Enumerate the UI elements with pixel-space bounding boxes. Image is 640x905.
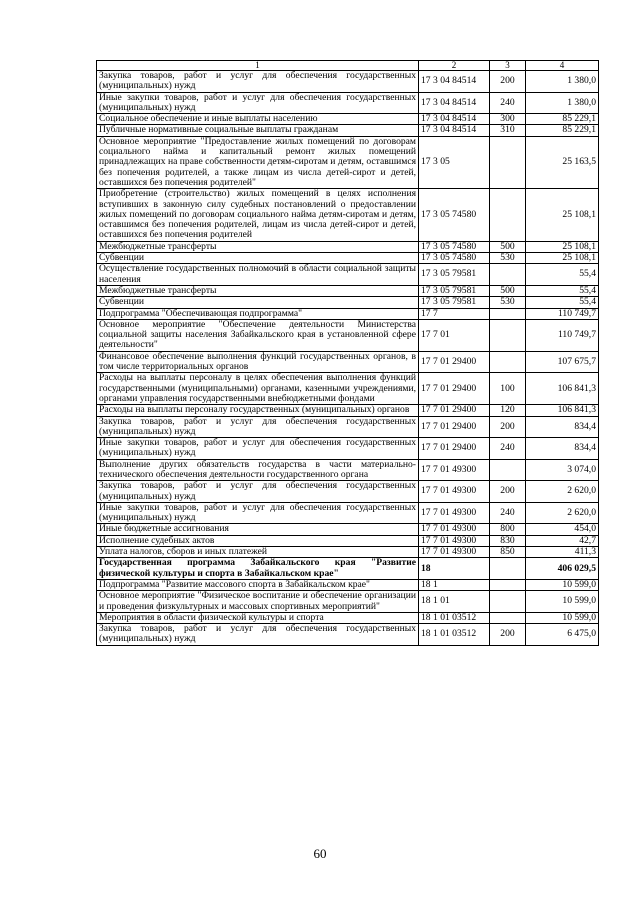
row-expense-type-cell [490, 558, 526, 580]
row-sum-cell: 106 841,3 [526, 373, 599, 405]
row-sum-cell: 55,4 [526, 264, 599, 286]
table-row [97, 189, 599, 241]
row-sum-cell: 6 475,0 [526, 624, 599, 646]
row-name-cell: Межбюджетные трансферты [97, 241, 419, 252]
row-name-cell: Основное мероприятие "Физическое воспитание и обеспечение организации и проведения физкультурных и массовых спортивных мероприятий" [97, 591, 419, 613]
row-name-cell: Закупка товаров, работ и услуг для обеспечения государственных (муниципальных) нужд [97, 71, 419, 93]
row-name-cell: Осуществление государственных полномочий в области социальной защиты населения [97, 264, 419, 286]
row-expense-type-cell [490, 189, 526, 241]
row-sum-cell: 25 108,1 [526, 253, 599, 264]
row-sum-cell: 25 108,1 [526, 241, 599, 252]
row-name-cell: Финансовое обеспечение выполнения функций государственных органов, в том числе территориальных органов [97, 351, 419, 373]
row-expense-type-cell: 200 [490, 481, 526, 503]
row-name-cell: Подпрограмма "Обеспечивающая подпрограмма" [97, 308, 419, 319]
row-code-cell: 17 7 01 29400 [419, 351, 490, 373]
row-code-cell: 17 7 01 49300 [419, 535, 490, 546]
row-sum-cell: 25 108,1 [526, 189, 599, 241]
row-name-cell: Субвенции [97, 253, 419, 264]
row-code-cell: 17 3 05 74580 [419, 189, 490, 241]
row-sum-cell: 834,4 [526, 416, 599, 438]
row-code-cell: 17 3 04 84514 [419, 125, 490, 136]
table-row [97, 438, 599, 460]
row-name-cell: Субвенции [97, 297, 419, 308]
row-name-cell: Государственная программа Забайкальского края "Развитие физической культуры и спорта в Забайкальском крае" [97, 558, 419, 580]
row-code-cell: 17 7 01 49300 [419, 459, 490, 481]
header-col-2: 2 [419, 61, 490, 71]
table-row [97, 308, 599, 319]
table-header-row [97, 61, 599, 71]
table-row [97, 459, 599, 481]
table-row [97, 591, 599, 613]
table-row [97, 535, 599, 546]
row-expense-type-cell: 850 [490, 547, 526, 558]
row-expense-type-cell: 200 [490, 624, 526, 646]
row-expense-type-cell: 240 [490, 502, 526, 524]
row-sum-cell: 110 749,7 [526, 308, 599, 319]
table-row [97, 264, 599, 286]
row-name-cell: Закупка товаров, работ и услуг для обеспечения государственных (муниципальных) нужд [97, 416, 419, 438]
table-row [97, 612, 599, 623]
row-code-cell: 17 3 05 [419, 136, 490, 188]
row-name-cell: Межбюджетные трансферты [97, 285, 419, 296]
row-sum-cell: 55,4 [526, 285, 599, 296]
row-name-cell: Публичные нормативные социальные выплаты гражданам [97, 125, 419, 136]
table-row [97, 253, 599, 264]
row-name-cell: Расходы на выплаты персоналу в целях обеспечения выполнения функций государственными (муниципальными) органами, казенными учреждениями, органами управления государственными внебюджетными фондами [97, 373, 419, 405]
row-expense-type-cell [490, 136, 526, 188]
row-sum-cell: 411,3 [526, 547, 599, 558]
row-expense-type-cell: 200 [490, 416, 526, 438]
row-name-cell: Расходы на выплаты персоналу государственных (муниципальных) органов [97, 405, 419, 416]
row-name-cell: Подпрограмма "Развитие массового спорта в Забайкальском крае" [97, 579, 419, 590]
table-row [97, 524, 599, 535]
header-col-1: 1 [97, 61, 419, 71]
row-code-cell: 17 7 01 49300 [419, 547, 490, 558]
row-expense-type-cell: 240 [490, 92, 526, 114]
row-name-cell: Иные закупки товаров, работ и услуг для обеспечения государственных (муниципальных) нужд [97, 438, 419, 460]
row-code-cell: 18 1 01 03512 [419, 624, 490, 646]
row-name-cell: Уплата налогов, сборов и иных платежей [97, 547, 419, 558]
row-code-cell: 17 7 01 29400 [419, 416, 490, 438]
table-row [97, 624, 599, 646]
row-expense-type-cell [490, 264, 526, 286]
table-row [97, 416, 599, 438]
row-code-cell: 18 1 [419, 579, 490, 590]
row-sum-cell: 25 163,5 [526, 136, 599, 188]
row-code-cell: 17 7 01 49300 [419, 502, 490, 524]
row-code-cell: 17 3 04 84514 [419, 114, 490, 125]
table-row [97, 405, 599, 416]
page-number: 60 [313, 846, 327, 861]
row-sum-cell: 10 599,0 [526, 579, 599, 590]
row-name-cell: Закупка товаров, работ и услуг для обеспечения государственных (муниципальных) нужд [97, 481, 419, 503]
row-name-cell: Приобретение (строительство) жилых помещений в целях исполнения вступивших в законную силу судебных постановлений о предоставлении жилых помещений по договорам социального найма детям-сиротам и детям, оставшимся без попечения родителей, лицам из числа детей-сирот и детей, оставшихся без попечения родителей [97, 189, 419, 241]
row-code-cell: 17 3 05 79581 [419, 264, 490, 286]
table-row [97, 579, 599, 590]
table-row [97, 114, 599, 125]
table-row [97, 558, 599, 580]
table-row [97, 297, 599, 308]
table-row [97, 92, 599, 114]
row-expense-type-cell: 530 [490, 297, 526, 308]
row-code-cell: 17 3 04 84514 [419, 92, 490, 114]
row-sum-cell: 55,4 [526, 297, 599, 308]
row-code-cell: 17 7 01 49300 [419, 481, 490, 503]
row-sum-cell: 110 749,7 [526, 319, 599, 351]
row-sum-cell: 85 229,1 [526, 125, 599, 136]
table-row [97, 319, 599, 351]
row-name-cell: Основное мероприятие "Обеспечение деятельности Министерства социальной защиты населения Забайкальского края в установленной сфере деятельности" [97, 319, 419, 351]
row-name-cell: Закупка товаров, работ и услуг для обеспечения государственных (муниципальных) нужд [97, 624, 419, 646]
row-sum-cell: 834,4 [526, 438, 599, 460]
row-sum-cell: 85 229,1 [526, 114, 599, 125]
row-expense-type-cell [490, 319, 526, 351]
row-name-cell: Исполнение судебных актов [97, 535, 419, 546]
row-name-cell: Иные бюджетные ассигнования [97, 524, 419, 535]
row-expense-type-cell: 120 [490, 405, 526, 416]
table-row [97, 373, 599, 405]
table-row [97, 351, 599, 373]
row-expense-type-cell [490, 579, 526, 590]
row-code-cell: 17 3 05 79581 [419, 297, 490, 308]
row-code-cell: 17 7 [419, 308, 490, 319]
row-expense-type-cell: 100 [490, 373, 526, 405]
budget-table [96, 60, 599, 646]
row-sum-cell: 1 380,0 [526, 92, 599, 114]
table-row [97, 547, 599, 558]
header-col-3: 3 [490, 61, 526, 71]
row-code-cell: 17 7 01 29400 [419, 405, 490, 416]
row-sum-cell: 2 620,0 [526, 502, 599, 524]
row-code-cell: 17 7 01 [419, 319, 490, 351]
row-code-cell: 17 7 01 29400 [419, 373, 490, 405]
row-expense-type-cell: 240 [490, 438, 526, 460]
row-name-cell: Социальное обеспечение и иные выплаты населению [97, 114, 419, 125]
row-name-cell: Мероприятия в области физической культуры и спорта [97, 612, 419, 623]
row-expense-type-cell: 310 [490, 125, 526, 136]
row-sum-cell: 1 380,0 [526, 71, 599, 93]
row-expense-type-cell: 500 [490, 241, 526, 252]
row-sum-cell: 454,0 [526, 524, 599, 535]
row-expense-type-cell: 300 [490, 114, 526, 125]
row-name-cell: Основное мероприятие "Предоставление жилых помещений по договорам социального найма и капитальный ремонт жилых помещений принадлежащих на праве собственности детям-сиротам и детям, оставшимся без попечения родителей, а также лицам из числа детей-сирот и детей, оставшихся без попечения родителей" [97, 136, 419, 188]
row-name-cell: Выполнение других обязательств государства в части материально-технического обеспечения деятельности государственного органа [97, 459, 419, 481]
table-row [97, 71, 599, 93]
row-code-cell: 18 [419, 558, 490, 580]
row-code-cell: 17 3 05 79581 [419, 285, 490, 296]
row-code-cell: 17 7 01 49300 [419, 524, 490, 535]
row-expense-type-cell: 800 [490, 524, 526, 535]
row-expense-type-cell [490, 459, 526, 481]
row-expense-type-cell [490, 351, 526, 373]
row-sum-cell: 42,7 [526, 535, 599, 546]
row-sum-cell: 10 599,0 [526, 591, 599, 613]
row-expense-type-cell [490, 612, 526, 623]
row-sum-cell: 2 620,0 [526, 481, 599, 503]
row-sum-cell: 406 029,5 [526, 558, 599, 580]
table-row [97, 502, 599, 524]
table-row [97, 136, 599, 188]
row-sum-cell: 106 841,3 [526, 405, 599, 416]
row-code-cell: 17 3 05 74580 [419, 253, 490, 264]
row-expense-type-cell: 530 [490, 253, 526, 264]
row-sum-cell: 3 074,0 [526, 459, 599, 481]
row-code-cell: 17 3 05 74580 [419, 241, 490, 252]
row-sum-cell: 107 675,7 [526, 351, 599, 373]
row-code-cell: 17 3 04 84514 [419, 71, 490, 93]
table-row [97, 285, 599, 296]
row-code-cell: 18 1 01 03512 [419, 612, 490, 623]
row-name-cell: Иные закупки товаров, работ и услуг для обеспечения государственных (муниципальных) нужд [97, 92, 419, 114]
table-row [97, 241, 599, 252]
row-expense-type-cell: 830 [490, 535, 526, 546]
header-col-4: 4 [526, 61, 599, 71]
row-name-cell: Иные закупки товаров, работ и услуг для обеспечения государственных (муниципальных) нужд [97, 502, 419, 524]
table-row [97, 125, 599, 136]
row-sum-cell: 10 599,0 [526, 612, 599, 623]
row-code-cell: 17 7 01 29400 [419, 438, 490, 460]
row-expense-type-cell: 200 [490, 71, 526, 93]
row-expense-type-cell [490, 591, 526, 613]
row-code-cell: 18 1 01 [419, 591, 490, 613]
row-expense-type-cell [490, 308, 526, 319]
table-row [97, 481, 599, 503]
row-expense-type-cell: 500 [490, 285, 526, 296]
